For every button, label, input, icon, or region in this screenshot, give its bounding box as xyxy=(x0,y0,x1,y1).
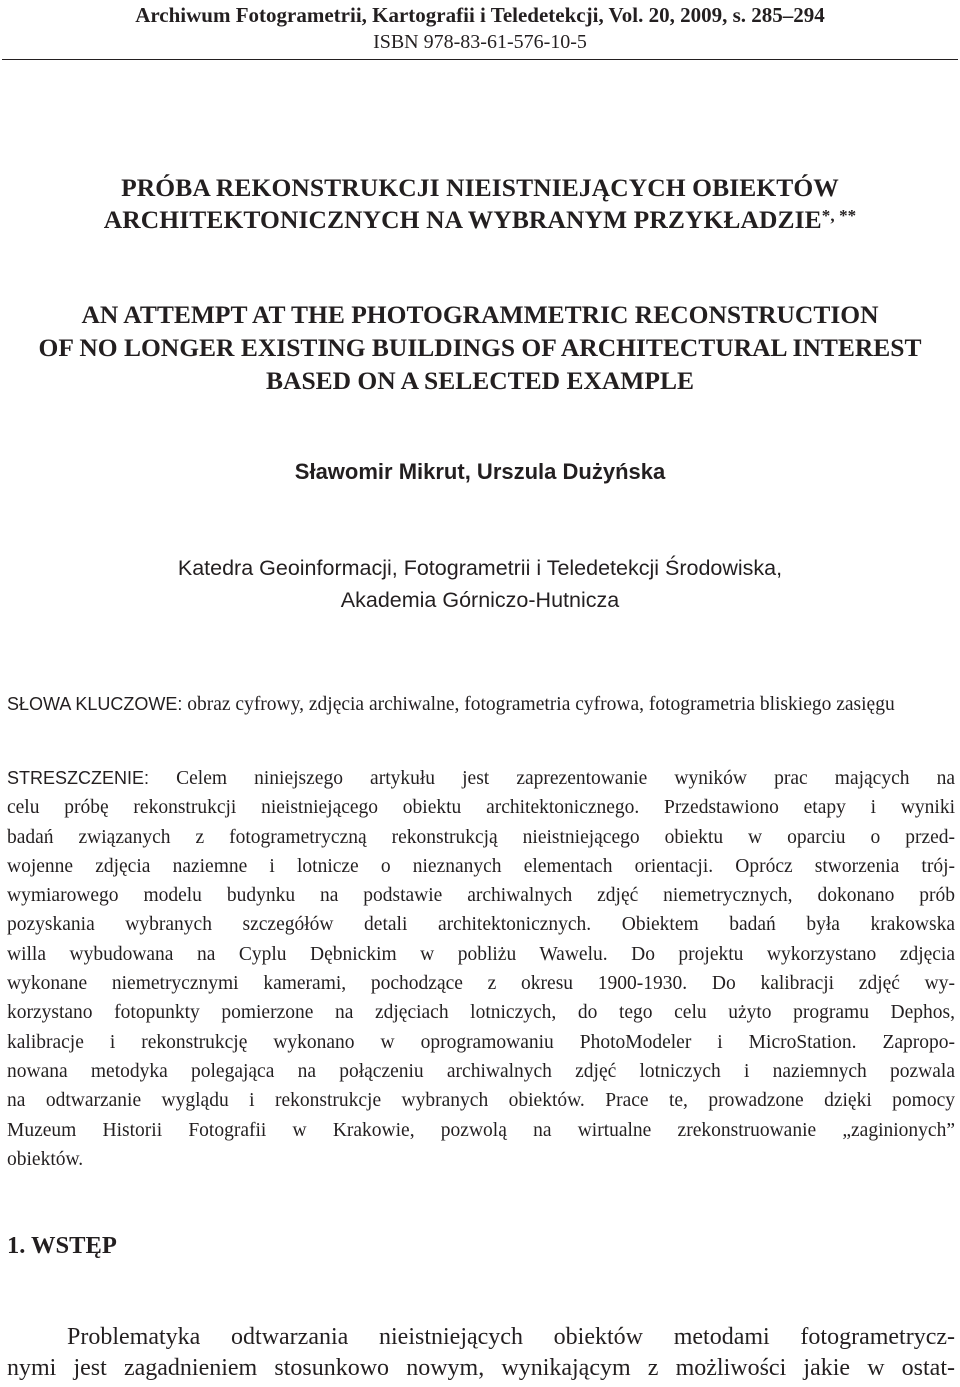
abstract-line: Muzeum Historii Fotografii w Krakowie, pozwolą na wirtualne zrekonstruowanie „zaginionych” xyxy=(7,1119,955,1141)
intro-line: Problematyka odtwarzania nieistniejących obiektów metodami fotogrametrycz- xyxy=(67,1324,955,1350)
title-english-line-1: AN ATTEMPT AT THE PHOTOGRAMMETRIC RECONSTRUCTION xyxy=(81,300,879,329)
abstract-line: celu próbę rekonstrukcji nieistniejącego obiektu architektonicznego. Przedstawiono etapy i wyniki xyxy=(7,797,955,819)
authors: Sławomir Mikrut, Urszula Dużyńska xyxy=(294,459,666,484)
title-polish-line-1: PRÓBA REKONSTRUKCJI NIEISTNIEJĄCYCH OBIEKTÓW xyxy=(121,173,839,202)
abstract-line: badań związanych z fotogrametryczną rekonstrukcją nieistniejącego obiektu w oparciu o przed- xyxy=(7,826,955,848)
abstract-line: kalibracje i rekonstrukcję wykonano w oprogramowaniu PhotoModeler i MicroStation. Zapropo- xyxy=(7,1031,955,1053)
title-polish-line-2-text: ARCHITEKTONICZNYCH NA WYBRANYM PRZYKŁADZIE xyxy=(103,205,822,234)
title-english-line-3: BASED ON A SELECTED EXAMPLE xyxy=(266,366,694,395)
keywords-text: obraz cyfrowy, zdjęcia archiwalne, fotogrametria cyfrowa, fotogrametria bliskiego zasięgu xyxy=(182,694,895,715)
affiliation-line-1: Katedra Geoinformacji, Fotogrametrii i Teledetekcji Środowiska, xyxy=(177,556,783,580)
title-english-line-2: OF NO LONGER EXISTING BUILDINGS OF ARCHITECTURAL INTEREST xyxy=(38,333,922,362)
isbn: ISBN 978-83-61-576-10-5 xyxy=(373,31,587,53)
abstract-line: wojenne zdjęcia naziemne i lotnicze o nieznanych elementach orientacji. Oprócz stworzenia trój- xyxy=(7,855,955,877)
intro-line: nymi jest zagadnieniem stosunkowo nowym, wynikającym z możliwości jakie w ostat- xyxy=(7,1355,955,1381)
abstract-line: na odtwarzanie wyglądu i rekonstrukcje wybranych obiektów. Prace te, prowadzone dzięki pomocy xyxy=(7,1090,955,1112)
abstract-line: obiektów. xyxy=(7,1148,84,1170)
intro-paragraph xyxy=(7,1322,955,1384)
abstract-line: nowana metodyka polegająca na połączeniu archiwalnych zdjęć lotniczych i naziemnych pozwala xyxy=(7,1060,955,1082)
title-english xyxy=(0,298,960,397)
header-rule xyxy=(2,59,958,60)
abstract-line: willa wybudowana na Cyplu Dębnickim w pobliżu Wawelu. Do projektu wykorzystano zdjęcia xyxy=(7,943,955,965)
abstract xyxy=(7,764,955,1174)
abstract-line-text: Celem niniejszego artykułu jest zaprezentowanie wyników prac mających na xyxy=(149,768,955,789)
keywords xyxy=(7,690,955,719)
abstract-line: korzystano fotopunkty pomierzone na zdjęciach lotniczych, do tego celu użyto programu Dephos, xyxy=(7,1002,955,1024)
abstract-line: wymiarowego modelu budynku na podstawie archiwalnych zdjęć niemetrycznych, dokonano prób xyxy=(7,885,955,907)
abstract-line: pozyskania wybranych szczegółów detali architektonicznych. Obiektem badań była krakowska xyxy=(7,914,955,936)
abstract-line: wykonane niemetrycznymi kamerami, pochodzące z okresu 1900-1930. Do kalibracji zdjęć wy- xyxy=(7,973,955,995)
keywords-label: SŁOWA KLUCZOWE: xyxy=(7,694,183,714)
title-polish-line-2 xyxy=(0,204,960,236)
affiliation xyxy=(0,552,960,616)
footnote-marks: *, ** xyxy=(821,206,857,225)
section-heading: 1. WSTĘP xyxy=(7,1232,117,1259)
journal-citation: Archiwum Fotogrametrii, Kartografii i Teledetekcji, Vol. 20, 2009, s. 285–294 xyxy=(135,3,825,27)
affiliation-line-2: Akademia Górniczo-Hutnicza xyxy=(340,588,620,612)
abstract-label: STRESZCZENIE: xyxy=(7,768,150,788)
title-polish xyxy=(0,172,960,236)
abstract-line xyxy=(7,764,955,793)
